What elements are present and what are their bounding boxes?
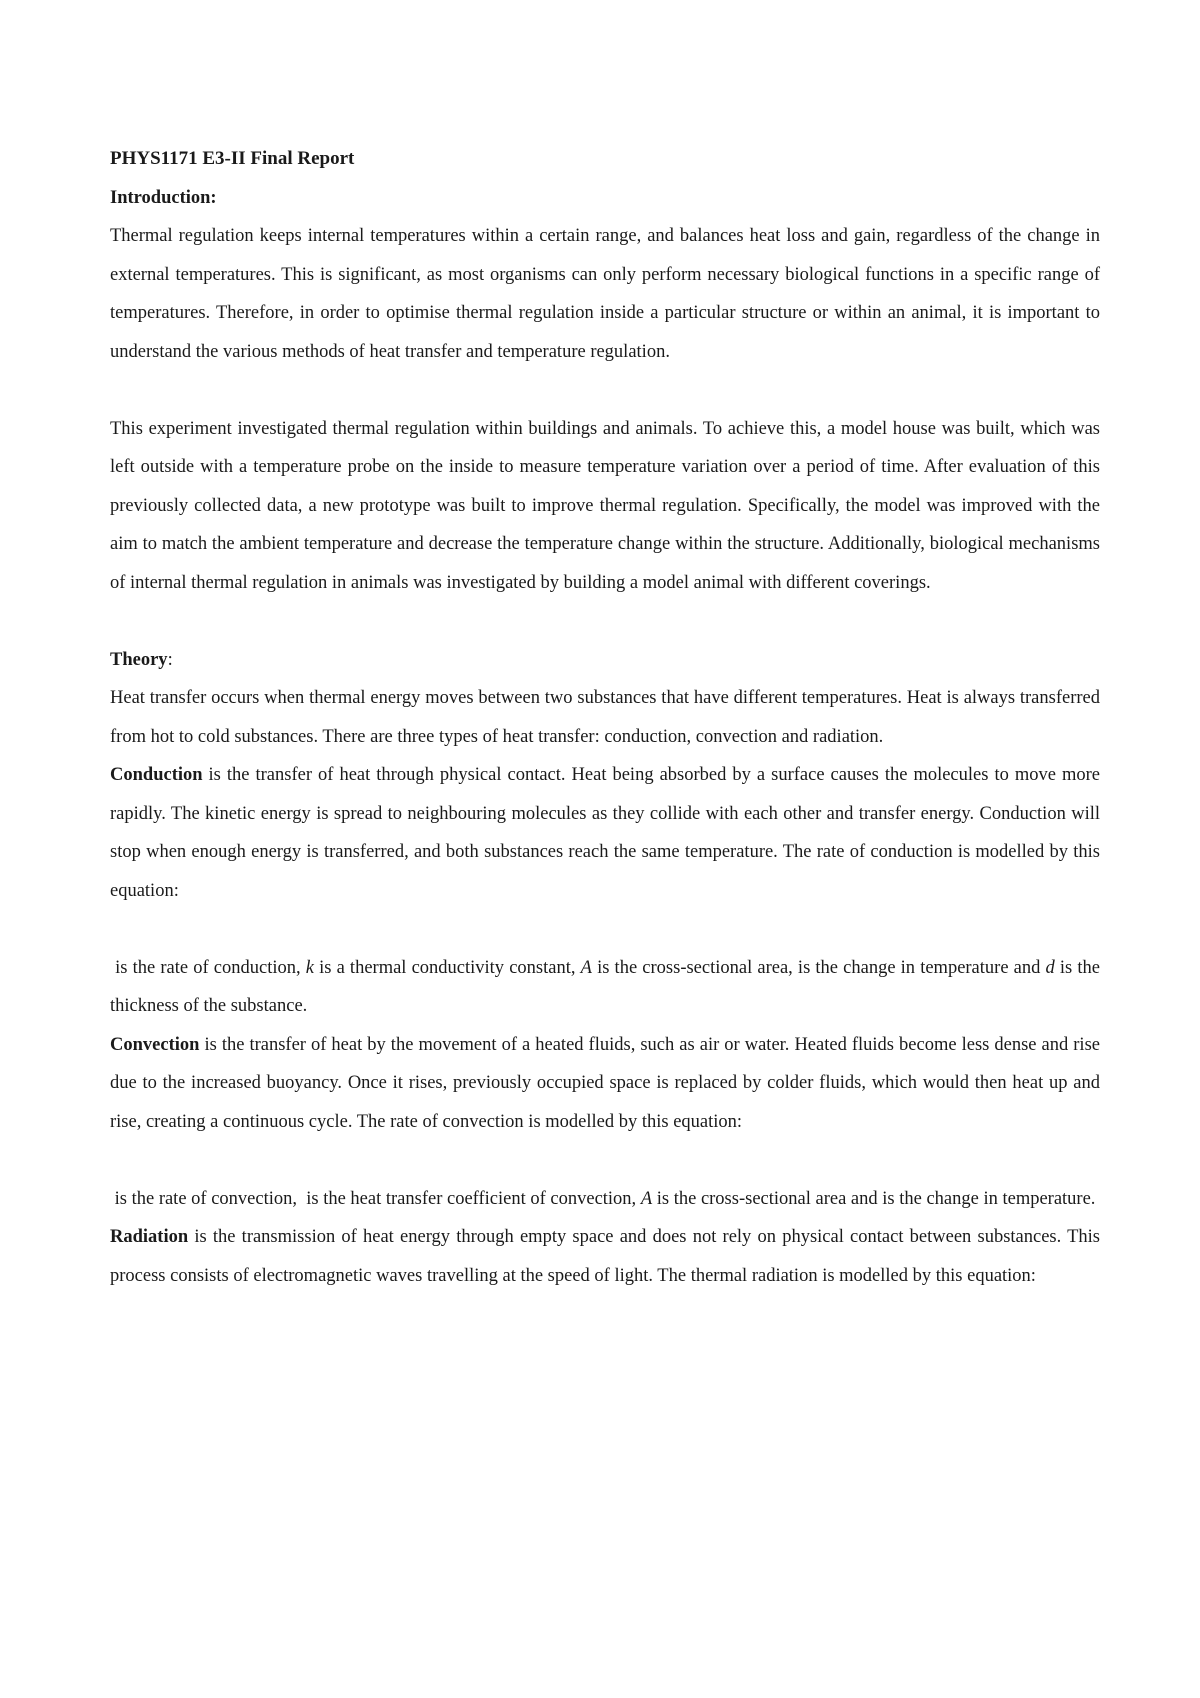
radiation-paragraph [110,1218,1100,1295]
var-d: d [1045,957,1055,978]
theory-heading-colon: : [167,649,173,670]
convection-definitions [110,1180,1100,1219]
var-A: A [640,1188,653,1209]
convection-term: Convection [110,1034,200,1055]
theory-heading [110,641,1100,680]
conduction-def-2: is a thermal conductivity constant, [313,957,581,978]
conduction-def-4: is the thickness of the substance. [110,957,1101,1016]
convection-equation-placeholder [110,1141,1100,1180]
conduction-def-3: is the cross-sectional area, is the change in temperature and [591,957,1046,978]
document-page [110,140,1100,1295]
introduction-paragraph-1: Thermal regulation keeps internal temperatures within a certain range, and balances heat loss and gain, regardless of the change in external temperatures. This is significant, as most organisms can only perform necessary biological functions in a specific range of temperatures. Therefore, in order to optimise thermal regulation inside a particular structure or within an animal, it is important to understand the various methods of heat transfer and temperature regulation. [110,226,1100,362]
theory-heading-text: Theory [110,649,168,670]
radiation-text: is the transmission of heat energy through empty space and does not rely on physical contact between substances. This process consists of electromagnetic waves travelling at the speed of light. The thermal radiation is modelled by this equation: [110,1227,1100,1286]
theory-intro-paragraph: Heat transfer occurs when thermal energy moves between two substances that have different temperatures. Heat is always transferred from hot to cold substances. There are three types of heat transfer: conduction, convection and radiation. [110,688,1100,747]
convection-text: is the transfer of heat by the movement of a heated fluids, such as air or water. Heated fluids become less dense and rise due to the increased buoyancy. Once it rises, previously occupied space is replaced by colder fluids, which would then heat up and rise, creating a continuous cycle. The rate of convection is modelled by this equation: [110,1034,1100,1132]
conduction-def-1: is the rate of conduction, [110,957,306,978]
convection-paragraph [110,1026,1100,1142]
conduction-paragraph [110,756,1100,910]
var-k: k [305,957,314,978]
report-title: PHYS1171 E3-II Final Report [110,148,355,169]
radiation-term: Radiation [110,1227,189,1247]
conduction-definitions [110,949,1100,1026]
paragraph-spacer [110,602,1100,641]
conduction-text: is the transfer of heat through physical contact. Heat being absorbed by a surface causes the molecules to move more rapidly. The kinetic energy is spread to neighbouring molecules as they collide with each other and transfer energy. Conduction will stop when enough energy is transferred, and both substances reach the same temperature. The rate of conduction is modelled by this equation: [110,765,1100,901]
conduction-equation-placeholder [110,910,1100,949]
conduction-term: Conduction [110,765,203,785]
introduction-heading: Introduction: [110,187,217,208]
paragraph-spacer [110,371,1100,410]
var-A: A [580,957,592,978]
introduction-paragraph-2: This experiment investigated thermal regulation within buildings and animals. To achieve this, a model house was built, which was left outside with a temperature probe on the inside to measure temperature variation over a period of time. After evaluation of this previously collected data, a new prototype was built to improve thermal regulation. Specifically, the model was improved with the aim to match the ambient temperature and decrease the temperature change within the structure. Additionally, biological mechanisms of internal thermal regulation in animals was investigated by building a model animal with different coverings. [110,418,1100,593]
convection-def-1: is the rate of convection, is the heat transfer coefficient of convection, [110,1188,641,1209]
convection-def-2: is the cross-sectional area and is the change in temperature. [652,1188,1096,1209]
